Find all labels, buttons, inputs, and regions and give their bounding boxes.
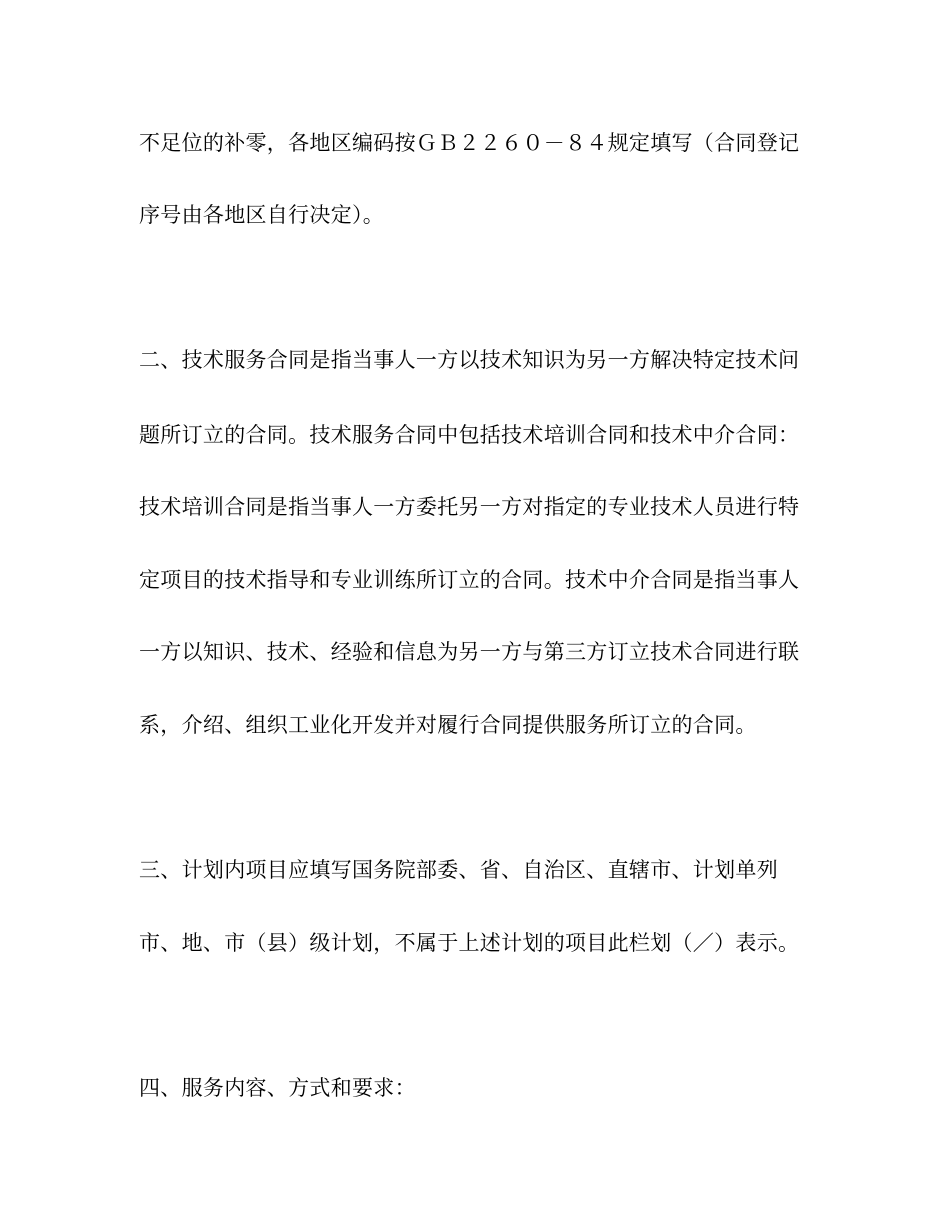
section-3-line-1: 三、计划内项目应填写国务院部委、省、自治区、直辖市、计划单列	[139, 858, 778, 882]
paragraph-1-line-2: 序号由各地区自行决定）。	[139, 203, 385, 227]
section-4-heading: 四、服务内容、方式和要求：	[139, 1076, 416, 1100]
section-2-line-4: 定项目的技术指导和专业训练所订立的合同。技术中介合同是指当事人	[139, 568, 800, 592]
section-3-line-2: 市、地、市（县）级计划，不属于上述计划的项目此栏划（／）表示。	[139, 931, 800, 955]
section-2-line-1: 二、技术服务合同是指当事人一方以技术知识为另一方解决特定技术问	[139, 348, 800, 372]
section-2-line-3: 技术培训合同是指当事人一方委托另一方对指定的专业技术人员进行特	[139, 495, 800, 519]
section-2-line-2: 题所订立的合同。技术服务合同中包括技术培训合同和技术中介合同：	[139, 423, 800, 447]
section-2-line-5: 一方以知识、技术、经验和信息为另一方与第三方订立技术合同进行联	[139, 640, 800, 664]
paragraph-1-line-1: 不足位的补零，各地区编码按ＧＢ２２６０－８４规定填写（合同登记	[139, 131, 800, 155]
section-2-line-6: 系，介绍、组织工业化开发并对履行合同提供服务所订立的合同。	[139, 713, 757, 737]
